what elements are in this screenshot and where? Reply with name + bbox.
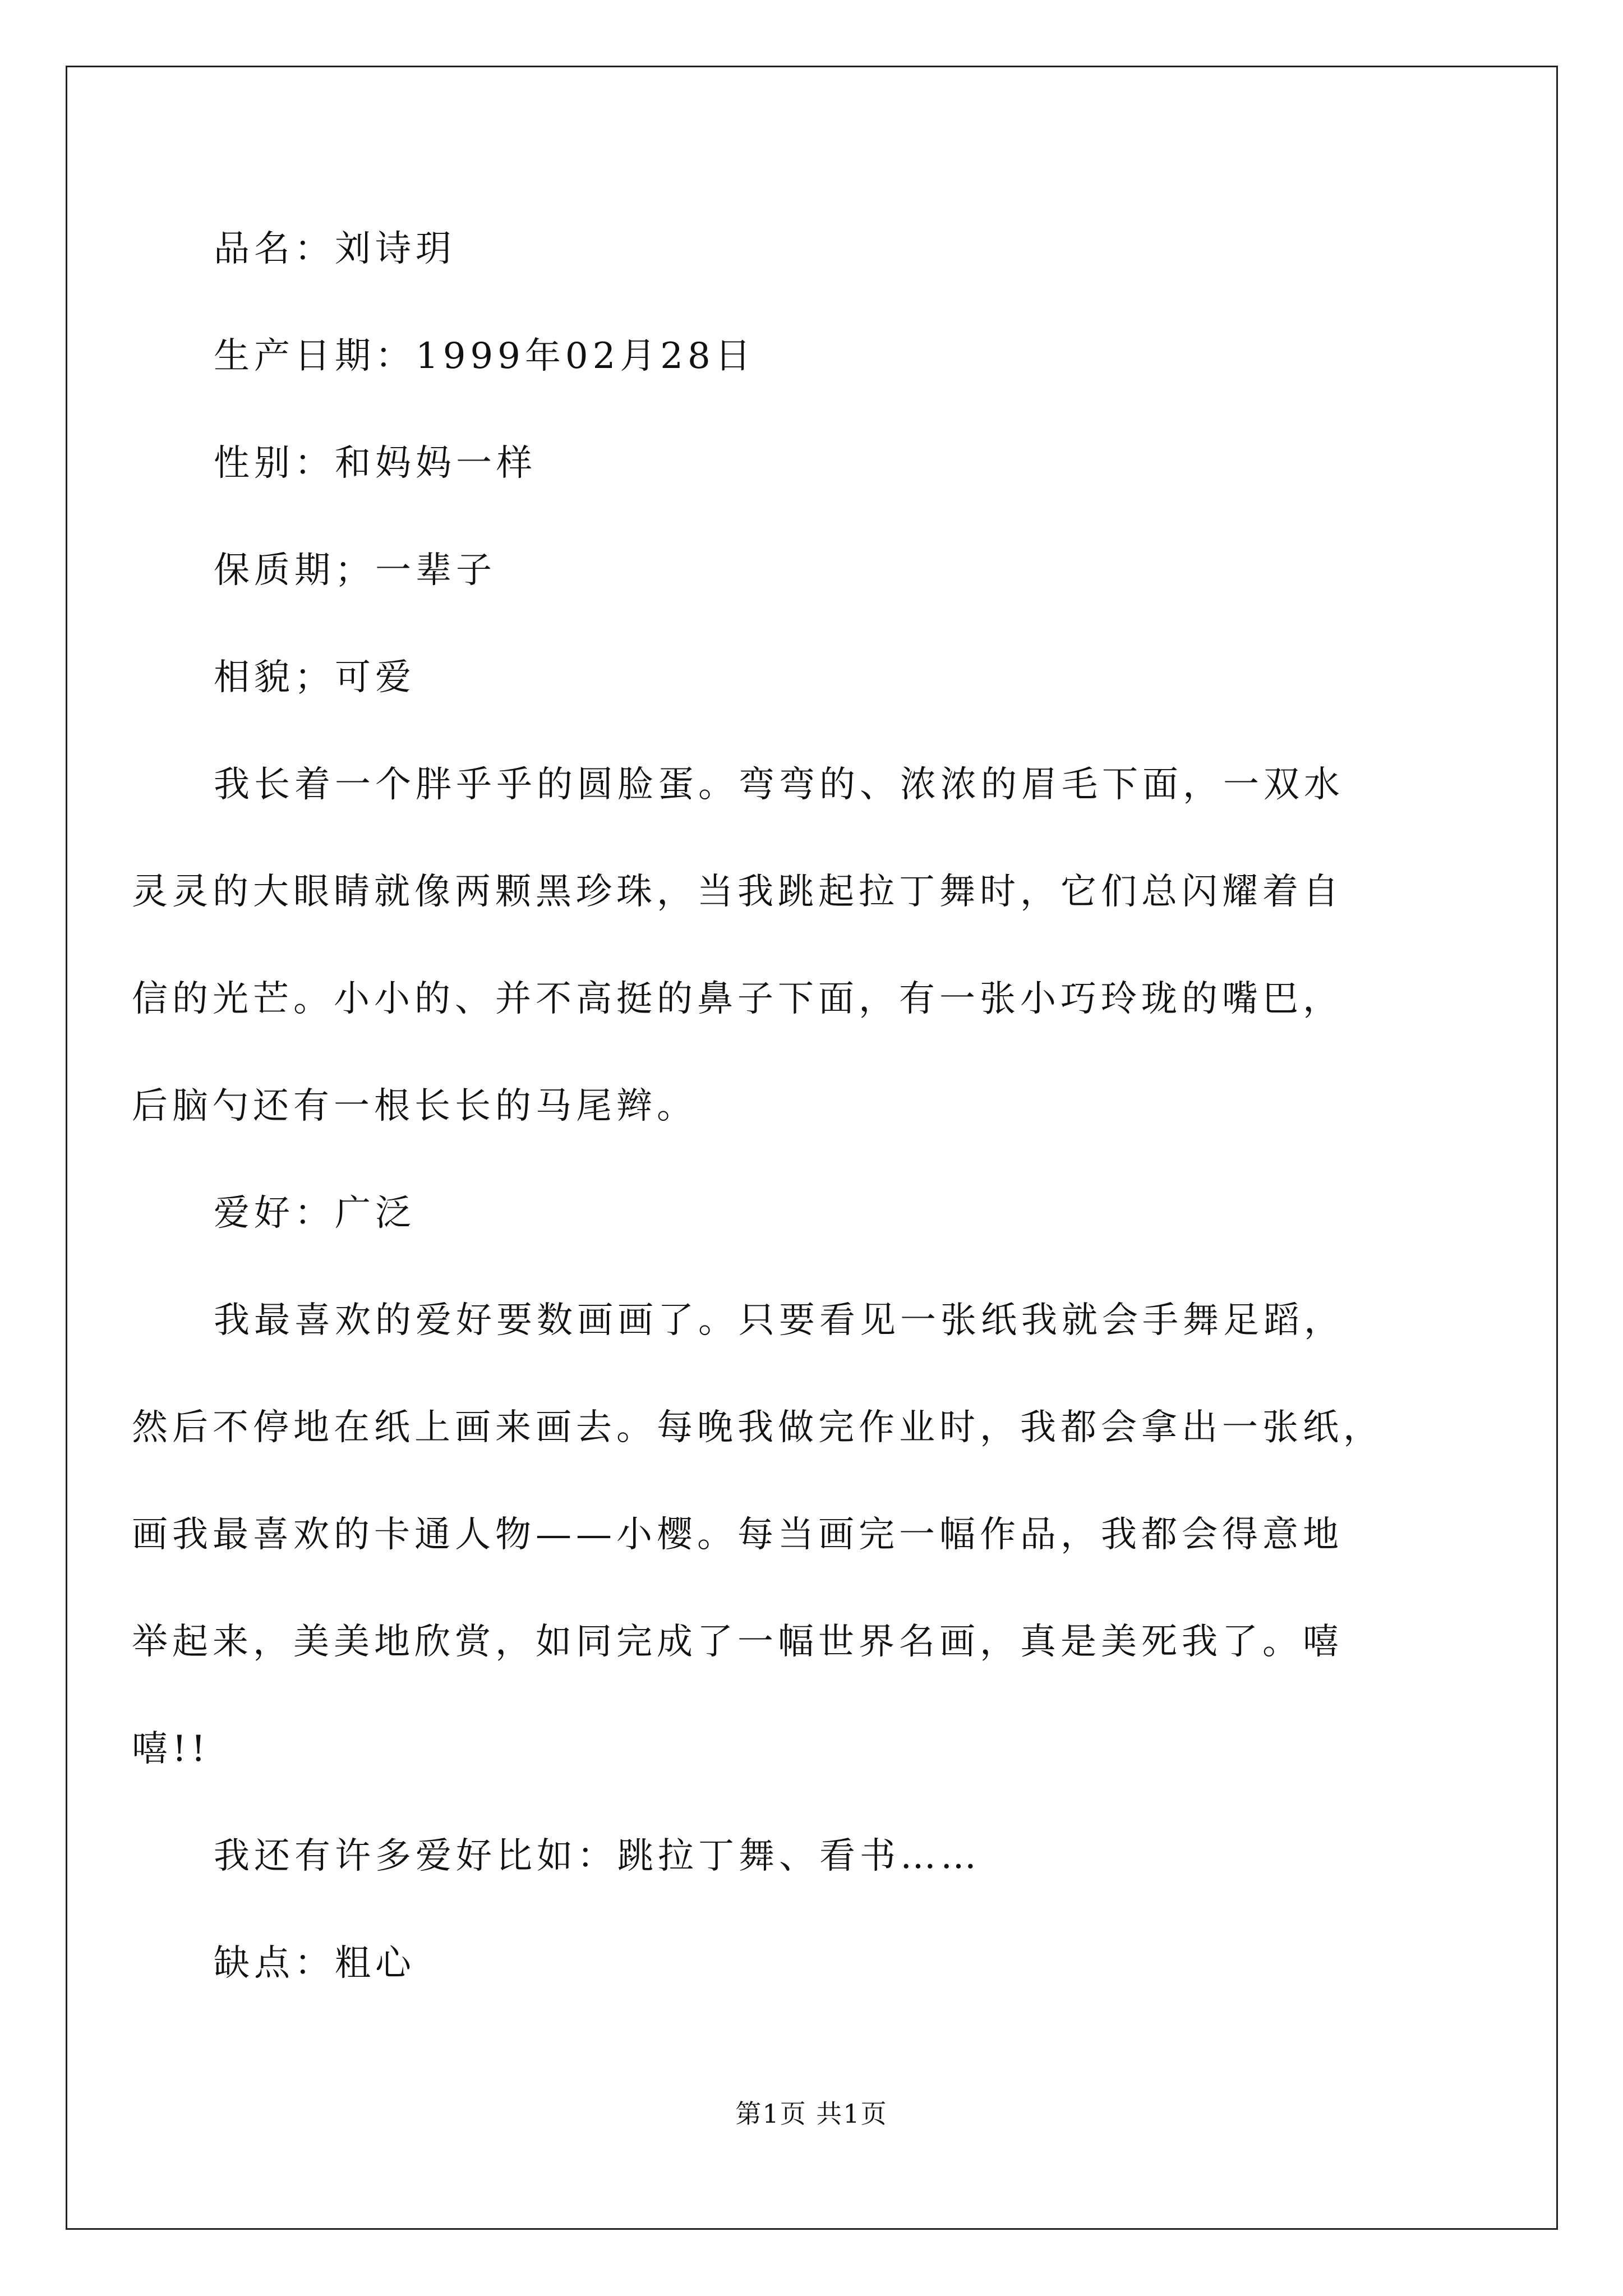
field-hobby: 爱好：广泛 — [214, 1193, 416, 1234]
paragraph-appearance-line: 灵灵的大眼睛就像两颗黑珍珠，当我跳起拉丁舞时，它们总闪耀着自 — [132, 871, 1343, 913]
field-appearance: 相貌；可爱 — [214, 657, 416, 698]
paragraph-appearance-line: 后脑勺还有一根长长的马尾辫。 — [132, 1085, 697, 1127]
paragraph-appearance-line: 信的光芒。小小的、并不高挺的鼻子下面，有一张小巧玲珑的嘴巴， — [132, 978, 1343, 1020]
paragraph-other-hobbies: 我还有许多爱好比如：跳拉丁舞、看书…… — [214, 1835, 981, 1877]
paragraph-hobby-line: 举起来，美美地欣赏，如同完成了一幅世界名画，真是美死我了。嘻 — [132, 1621, 1343, 1663]
page-footer: 第1页 共1页 — [735, 2099, 888, 2129]
paragraph-hobby-line: 嘻!! — [132, 1728, 210, 1770]
field-product-name: 品名：刘诗玥 — [214, 228, 456, 270]
page-frame — [66, 66, 1558, 2230]
field-shortcoming: 缺点：粗心 — [214, 1943, 416, 1984]
field-shelf-life: 保质期；一辈子 — [214, 550, 496, 591]
field-production-date: 生产日期：1999年02月28日 — [214, 335, 755, 377]
paragraph-hobby-line: 我最喜欢的爱好要数画画了。只要看见一张纸我就会手舞足蹈， — [214, 1300, 1344, 1341]
paragraph-hobby-line: 然后不停地在纸上画来画去。每晚我做完作业时，我都会拿出一张纸， — [132, 1407, 1384, 1448]
paragraph-appearance-line: 我长着一个胖乎乎的圆脸蛋。弯弯的、浓浓的眉毛下面，一双水 — [214, 764, 1344, 806]
field-gender: 性别：和妈妈一样 — [214, 443, 537, 484]
paragraph-hobby-line: 画我最喜欢的卡通人物——小樱。每当画完一幅作品，我都会得意地 — [132, 1514, 1343, 1556]
